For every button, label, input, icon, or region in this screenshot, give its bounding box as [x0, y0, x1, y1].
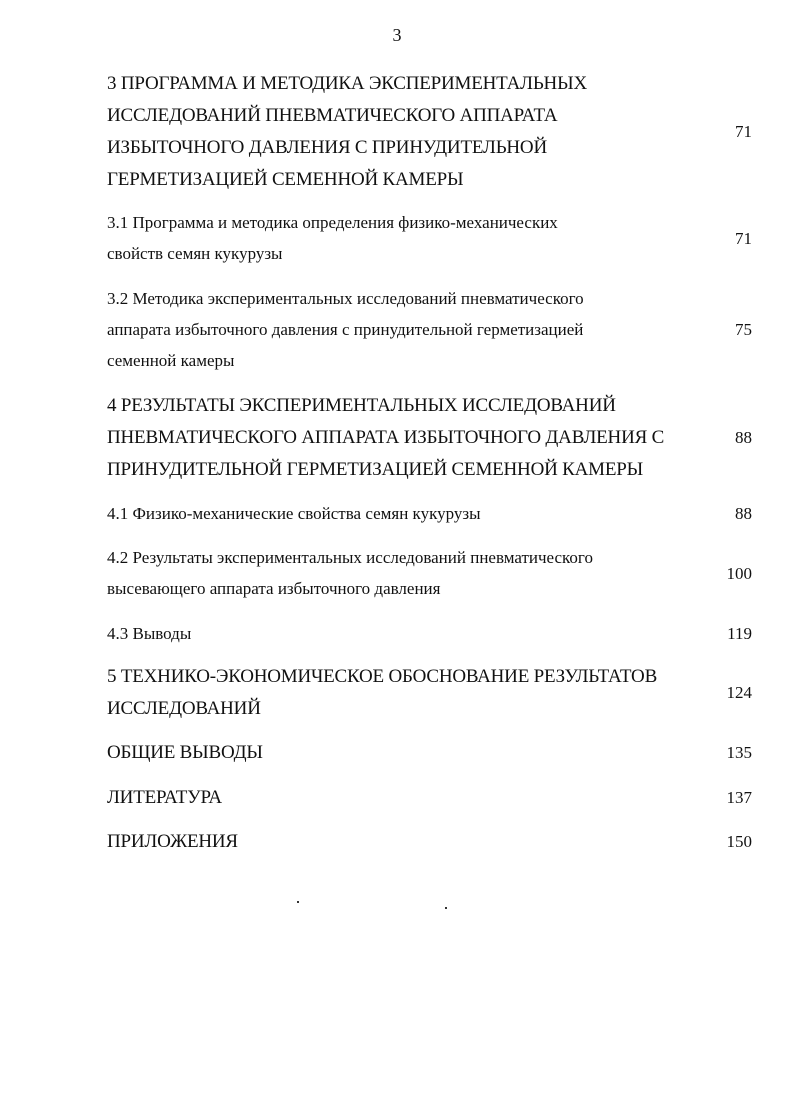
toc-page-number: 88	[735, 428, 752, 447]
toc-page-number: 75	[735, 320, 752, 339]
toc-page-number: 124	[726, 683, 752, 702]
toc-title-line: аппарата избыточного давления с принудительной герметизацией	[107, 320, 584, 339]
toc-title-line: ПРИНУДИТЕЛЬНОЙ ГЕРМЕТИЗАЦИЕЙ СЕМЕННОЙ КАМЕРЫ	[107, 459, 644, 480]
toc-title-line: 4.3 Выводы	[107, 624, 192, 643]
toc-title-line: 5 ТЕХНИКО-ЭКОНОМИЧЕСКОЕ ОБОСНОВАНИЕ РЕЗУЛЬТАТОВ	[107, 666, 658, 687]
toc-title-line: семенной камеры	[107, 351, 235, 370]
toc-page-number: 71	[735, 122, 752, 141]
toc-title-line: ОБЩИЕ ВЫВОДЫ	[107, 742, 263, 763]
toc-title-line: 3 ПРОГРАММА И МЕТОДИКА ЭКСПЕРИМЕНТАЛЬНЫХ	[107, 73, 587, 94]
page-number: 3	[392, 25, 402, 45]
toc-title-line: свойств семян кукурузы	[107, 244, 283, 263]
toc-title-line: 3.2 Методика экспериментальных исследований пневматического	[107, 289, 584, 308]
toc-page-number: 150	[726, 832, 752, 851]
toc-title-line: высевающего аппарата избыточного давления	[107, 579, 441, 598]
toc-entry-title	[107, 542, 687, 604]
toc-page-number: 71	[735, 229, 752, 248]
toc-title-line: ГЕРМЕТИЗАЦИЕЙ СЕМЕННОЙ КАМЕРЫ	[107, 169, 464, 190]
toc-entry-title	[107, 207, 687, 269]
toc-title-line: 3.1 Программа и методика определения физико-механических	[107, 213, 558, 232]
toc-title-line: ЛИТЕРАТУРА	[107, 787, 222, 808]
toc-title-line: ИЗБЫТОЧНОГО ДАВЛЕНИЯ С ПРИНУДИТЕЛЬНОЙ	[107, 137, 547, 158]
toc-title-line: ИССЛЕДОВАНИЙ	[107, 698, 261, 719]
toc-title-line: 4 РЕЗУЛЬТАТЫ ЭКСПЕРИМЕНТАЛЬНЫХ ИССЛЕДОВАНИЙ	[107, 395, 616, 416]
scan-speck	[297, 901, 299, 903]
toc-title-line: ПРИЛОЖЕНИЯ	[107, 831, 238, 852]
toc-title-line: ПНЕВМАТИЧЕСКОГО АППАРАТА ИЗБЫТОЧНОГО ДАВЛЕНИЯ С	[107, 427, 665, 448]
toc-page-number: 119	[727, 624, 752, 643]
toc-page-number: 135	[726, 743, 752, 762]
toc-entry-title	[107, 661, 687, 725]
toc-entry-title	[107, 498, 687, 529]
toc-entry-title	[107, 826, 687, 858]
toc-entry-title	[107, 737, 687, 769]
toc-title-line: 4.2 Результаты экспериментальных исследований пневматического	[107, 548, 593, 567]
toc-page-number: 100	[726, 564, 752, 583]
scan-speck	[445, 907, 447, 909]
toc-page-number: 137	[726, 788, 752, 807]
toc-entry-title	[107, 283, 687, 376]
toc-entry-title	[107, 782, 687, 814]
toc-entry-title	[107, 68, 687, 196]
toc-page-number: 88	[735, 504, 752, 523]
toc-title-line: ИССЛЕДОВАНИЙ ПНЕВМАТИЧЕСКОГО АППАРАТА	[107, 105, 558, 126]
toc-entry-title	[107, 390, 687, 486]
toc-entry-title	[107, 618, 687, 649]
toc-title-line: 4.1 Физико-механические свойства семян кукурузы	[107, 504, 481, 523]
